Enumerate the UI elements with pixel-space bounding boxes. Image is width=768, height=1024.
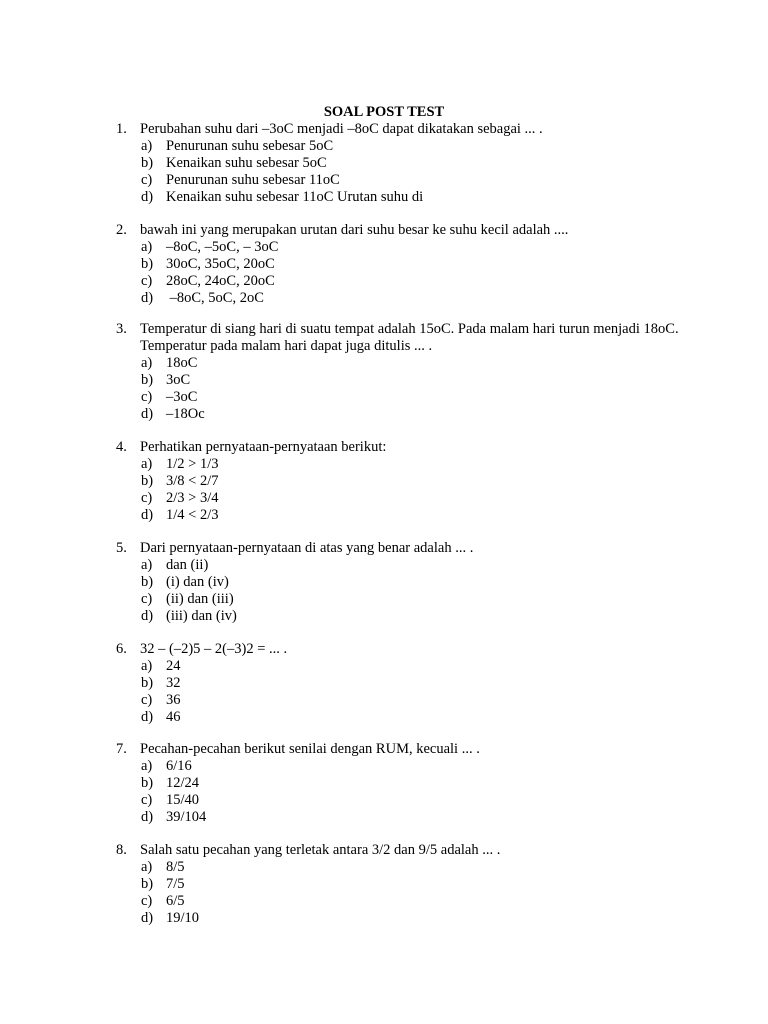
page-title: SOAL POST TEST <box>323 104 445 120</box>
option-label: d) <box>141 910 154 926</box>
option-label: a) <box>141 859 153 875</box>
option-d <box>116 507 696 524</box>
option-text: Penurunan suhu sebesar 11oC <box>166 172 340 188</box>
option-label: b) <box>141 876 154 892</box>
option-text: (iii) dan (iv) <box>166 608 237 624</box>
option-text: Kenaikan suhu sebesar 11oC Urutan suhu di <box>166 189 424 205</box>
option-label: a) <box>141 456 153 472</box>
option-a <box>116 758 696 775</box>
option-a <box>116 456 696 473</box>
question-number: 6. <box>116 641 127 657</box>
question-text: Dari pernyataan-pernyataan di atas yang benar adalah ... . <box>140 540 474 556</box>
question-text: bawah ini yang merupakan urutan dari suhu besar ke suhu kecil adalah .... <box>140 222 569 238</box>
option-list <box>116 355 696 423</box>
option-b <box>116 876 696 893</box>
option-label: d) <box>141 507 154 523</box>
question-1 <box>116 121 696 206</box>
option-c <box>116 692 696 709</box>
option-b <box>116 256 696 273</box>
option-label: c) <box>141 490 153 506</box>
question-text: Pecahan-pecahan berikut senilai dengan RUM, kecuali ... . <box>140 741 480 757</box>
option-label: b) <box>141 473 154 489</box>
option-text: 46 <box>166 709 181 725</box>
option-text: –8oC, –5oC, – 3oC <box>166 239 279 255</box>
option-label: b) <box>141 675 154 691</box>
option-label: c) <box>141 172 153 188</box>
option-text: 19/10 <box>166 910 200 926</box>
option-label: c) <box>141 792 153 808</box>
option-text: (ii) dan (iii) <box>166 591 234 607</box>
question-text: Temperatur di siang hari di suatu tempat adalah 15oC. Pada malam hari turun menjadi 18oC. Temperatur pada malam hari dapat juga ditulis ... . <box>140 321 682 354</box>
option-c <box>116 273 696 290</box>
question-3 <box>116 321 696 423</box>
option-text: 12/24 <box>166 775 200 791</box>
option-text: Kenaikan suhu sebesar 5oC <box>166 155 327 171</box>
option-text: (i) dan (iv) <box>166 574 229 590</box>
option-text: 15/40 <box>166 792 200 808</box>
option-text: 3/8 < 2/7 <box>166 473 219 489</box>
option-label: b) <box>141 372 154 388</box>
option-b <box>116 372 696 389</box>
question-number: 3. <box>116 321 127 337</box>
option-text: –3oC <box>166 389 198 405</box>
option-text: dan (ii) <box>166 557 209 573</box>
option-text: 24 <box>166 658 181 674</box>
option-a <box>116 859 696 876</box>
question-5 <box>116 540 696 625</box>
question-number: 8. <box>116 842 127 858</box>
option-list <box>116 658 696 726</box>
option-a <box>116 239 696 256</box>
option-text: 28oC, 24oC, 20oC <box>166 273 275 289</box>
option-label: c) <box>141 591 153 607</box>
option-text: 30oC, 35oC, 20oC <box>166 256 275 272</box>
option-c <box>116 389 696 406</box>
option-list <box>116 557 696 625</box>
question-text: Perubahan suhu dari –3oC menjadi –8oC dapat dikatakan sebagai ... . <box>140 121 543 137</box>
option-text: 8/5 <box>166 859 185 875</box>
option-label: c) <box>141 273 153 289</box>
option-text: Penurunan suhu sebesar 5oC <box>166 138 334 154</box>
option-d <box>116 608 696 625</box>
option-b <box>116 574 696 591</box>
option-label: a) <box>141 239 153 255</box>
question-7 <box>116 741 696 826</box>
question-6 <box>116 641 696 726</box>
option-c <box>116 792 696 809</box>
option-label: d) <box>141 406 154 422</box>
option-text: 1/4 < 2/3 <box>166 507 219 523</box>
question-number: 5. <box>116 540 127 556</box>
option-label: b) <box>141 574 154 590</box>
option-text: 36 <box>166 692 181 708</box>
option-text: 3oC <box>166 372 191 388</box>
option-c <box>116 490 696 507</box>
option-list <box>116 456 696 524</box>
option-label: d) <box>141 189 154 205</box>
option-label: a) <box>141 758 153 774</box>
option-label: c) <box>141 893 153 909</box>
option-text: –18Oc <box>166 406 205 422</box>
option-list <box>116 138 696 206</box>
question-number: 4. <box>116 439 127 455</box>
option-list <box>116 859 696 927</box>
option-a <box>116 138 696 155</box>
option-label: a) <box>141 557 153 573</box>
option-label: b) <box>141 256 154 272</box>
option-a <box>116 355 696 372</box>
question-2 <box>116 222 696 307</box>
option-label: c) <box>141 692 153 708</box>
option-d <box>116 910 696 927</box>
option-d <box>116 709 696 726</box>
option-d <box>116 290 696 307</box>
option-text: 2/3 > 3/4 <box>166 490 219 506</box>
option-a <box>116 658 696 675</box>
option-text: 18oC <box>166 355 198 371</box>
option-c <box>116 172 696 189</box>
option-label: a) <box>141 355 153 371</box>
question-text: Perhatikan pernyataan-pernyataan berikut: <box>140 439 387 455</box>
option-label: d) <box>141 608 154 624</box>
option-text: –8oC, 5oC, 2oC <box>166 290 264 306</box>
option-c <box>116 591 696 608</box>
question-4 <box>116 439 696 524</box>
option-text: 39/104 <box>166 809 207 825</box>
option-c <box>116 893 696 910</box>
option-label: d) <box>141 709 154 725</box>
option-text: 6/5 <box>166 893 185 909</box>
option-label: a) <box>141 658 153 674</box>
option-label: c) <box>141 389 153 405</box>
option-label: b) <box>141 775 154 791</box>
option-b <box>116 473 696 490</box>
option-text: 32 <box>166 675 181 691</box>
option-b <box>116 775 696 792</box>
question-number: 7. <box>116 741 127 757</box>
option-label: a) <box>141 138 153 154</box>
option-d <box>116 189 696 206</box>
question-8 <box>116 842 696 927</box>
option-list <box>116 758 696 826</box>
option-text: 1/2 > 1/3 <box>166 456 219 472</box>
option-label: d) <box>141 290 154 306</box>
option-text: 6/16 <box>166 758 192 774</box>
option-d <box>116 406 696 423</box>
question-text: 32 – (–2)5 – 2(–3)2 = ... . <box>140 641 288 657</box>
option-label: b) <box>141 155 154 171</box>
option-list <box>116 239 696 307</box>
question-text: Salah satu pecahan yang terletak antara 3/2 dan 9/5 adalah ... . <box>140 842 501 858</box>
question-number: 1. <box>116 121 127 137</box>
option-d <box>116 809 696 826</box>
option-a <box>116 557 696 574</box>
option-b <box>116 155 696 172</box>
option-b <box>116 675 696 692</box>
question-number: 2. <box>116 222 127 238</box>
option-text: 7/5 <box>166 876 185 892</box>
option-label: d) <box>141 809 154 825</box>
